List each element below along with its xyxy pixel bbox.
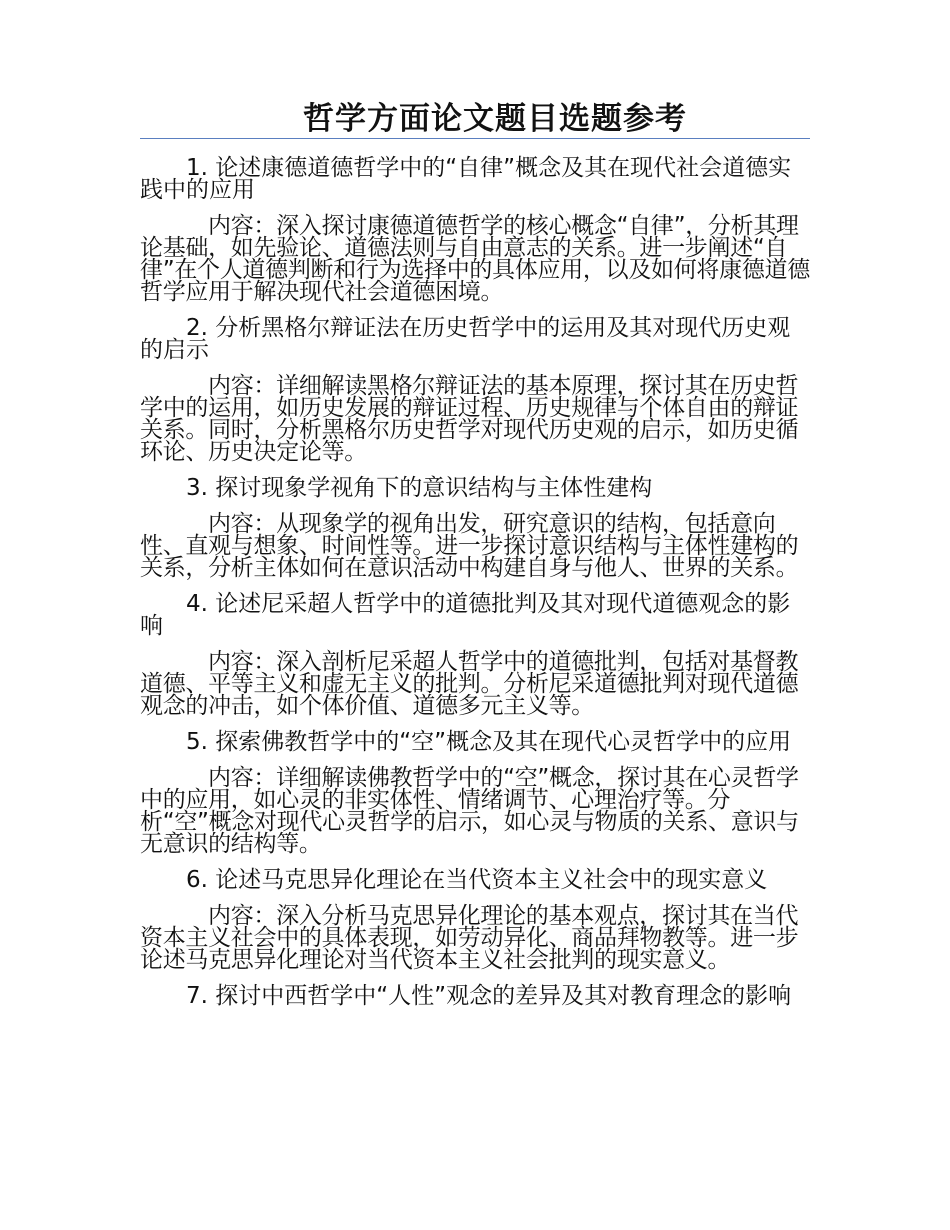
document-title: 哲学方面论文题目选题参考	[303, 101, 687, 137]
topic-item-7	[140, 985, 810, 1007]
topic-content: 内容：详细解读黑格尔辩证法的基本原理，探讨其在历史哲学中的运用，如历史发展的辩证过程、历史规律与个体自由的辩证关系。同时，分析黑格尔历史哲学对现代历史观的启示，如历史循环论、历史决定论等。	[140, 373, 799, 465]
topic-content: 内容：从现象学的视角出发，研究意识的结构，包括意向性、直观与想象、时间性等。进一步探讨意识结构与主体性建构的关系，分析主体如何在意识活动中构建自身与他人、世界的关系。	[140, 511, 799, 581]
topic-content: 内容：深入探讨康德道德哲学的核心概念“自律”，分析其理论基础，如先验论、道德法则与自由意志的关系。进一步阐述“自律”在个人道德判断和行为选择中的具体应用，以及如何将康德道德哲学应用于解决现代社会道德困境。	[140, 213, 810, 305]
topic-heading: 7. 探讨中西哲学中“人性”观念的差异及其对教育理念的影响	[186, 983, 792, 1009]
topic-content: 内容：深入分析马克思异化理论的基本观点，探讨其在当代资本主义社会中的具体表现，如劳动异化、商品拜物教等。进一步论述马克思异化理论对当代资本主义社会批判的现实意义。	[140, 903, 799, 973]
topic-item-6	[140, 869, 810, 971]
topic-item-5	[140, 731, 810, 855]
topic-heading: 5. 探索佛教哲学中的“空”概念及其在现代心灵哲学中的应用	[186, 729, 792, 755]
topic-heading: 4. 论述尼采超人哲学中的道德批判及其对现代道德观念的影响	[140, 591, 791, 639]
document-page	[140, 100, 810, 1007]
topic-heading: 1. 论述康德道德哲学中的“自律”概念及其在现代社会道德实践中的应用	[140, 155, 792, 203]
topic-heading: 6. 论述马克思异化理论在当代资本主义社会中的现实意义	[186, 867, 768, 893]
topic-item-1	[140, 157, 810, 303]
topic-item-3	[140, 477, 810, 579]
title-underline	[140, 138, 810, 139]
topic-heading: 2. 分析黑格尔辩证法在历史哲学中的运用及其对现代历史观的启示	[140, 315, 791, 363]
topic-content: 内容：详细解读佛教哲学中的“空”概念，探讨其在心灵哲学中的应用，如心灵的非实体性、情绪调节、心理治疗等。分析“空”概念对现代心灵哲学的启示，如心灵与物质的关系、意识与无意识的结构等。	[140, 765, 799, 857]
topic-item-2	[140, 317, 810, 463]
topic-content: 内容：深入剖析尼采超人哲学中的道德批判，包括对基督教道德、平等主义和虚无主义的批判。分析尼采道德批判对现代道德观念的冲击，如个体价值、道德多元主义等。	[140, 649, 799, 719]
topic-item-4	[140, 593, 810, 717]
topic-heading: 3. 探讨现象学视角下的意识结构与主体性建构	[186, 475, 653, 501]
